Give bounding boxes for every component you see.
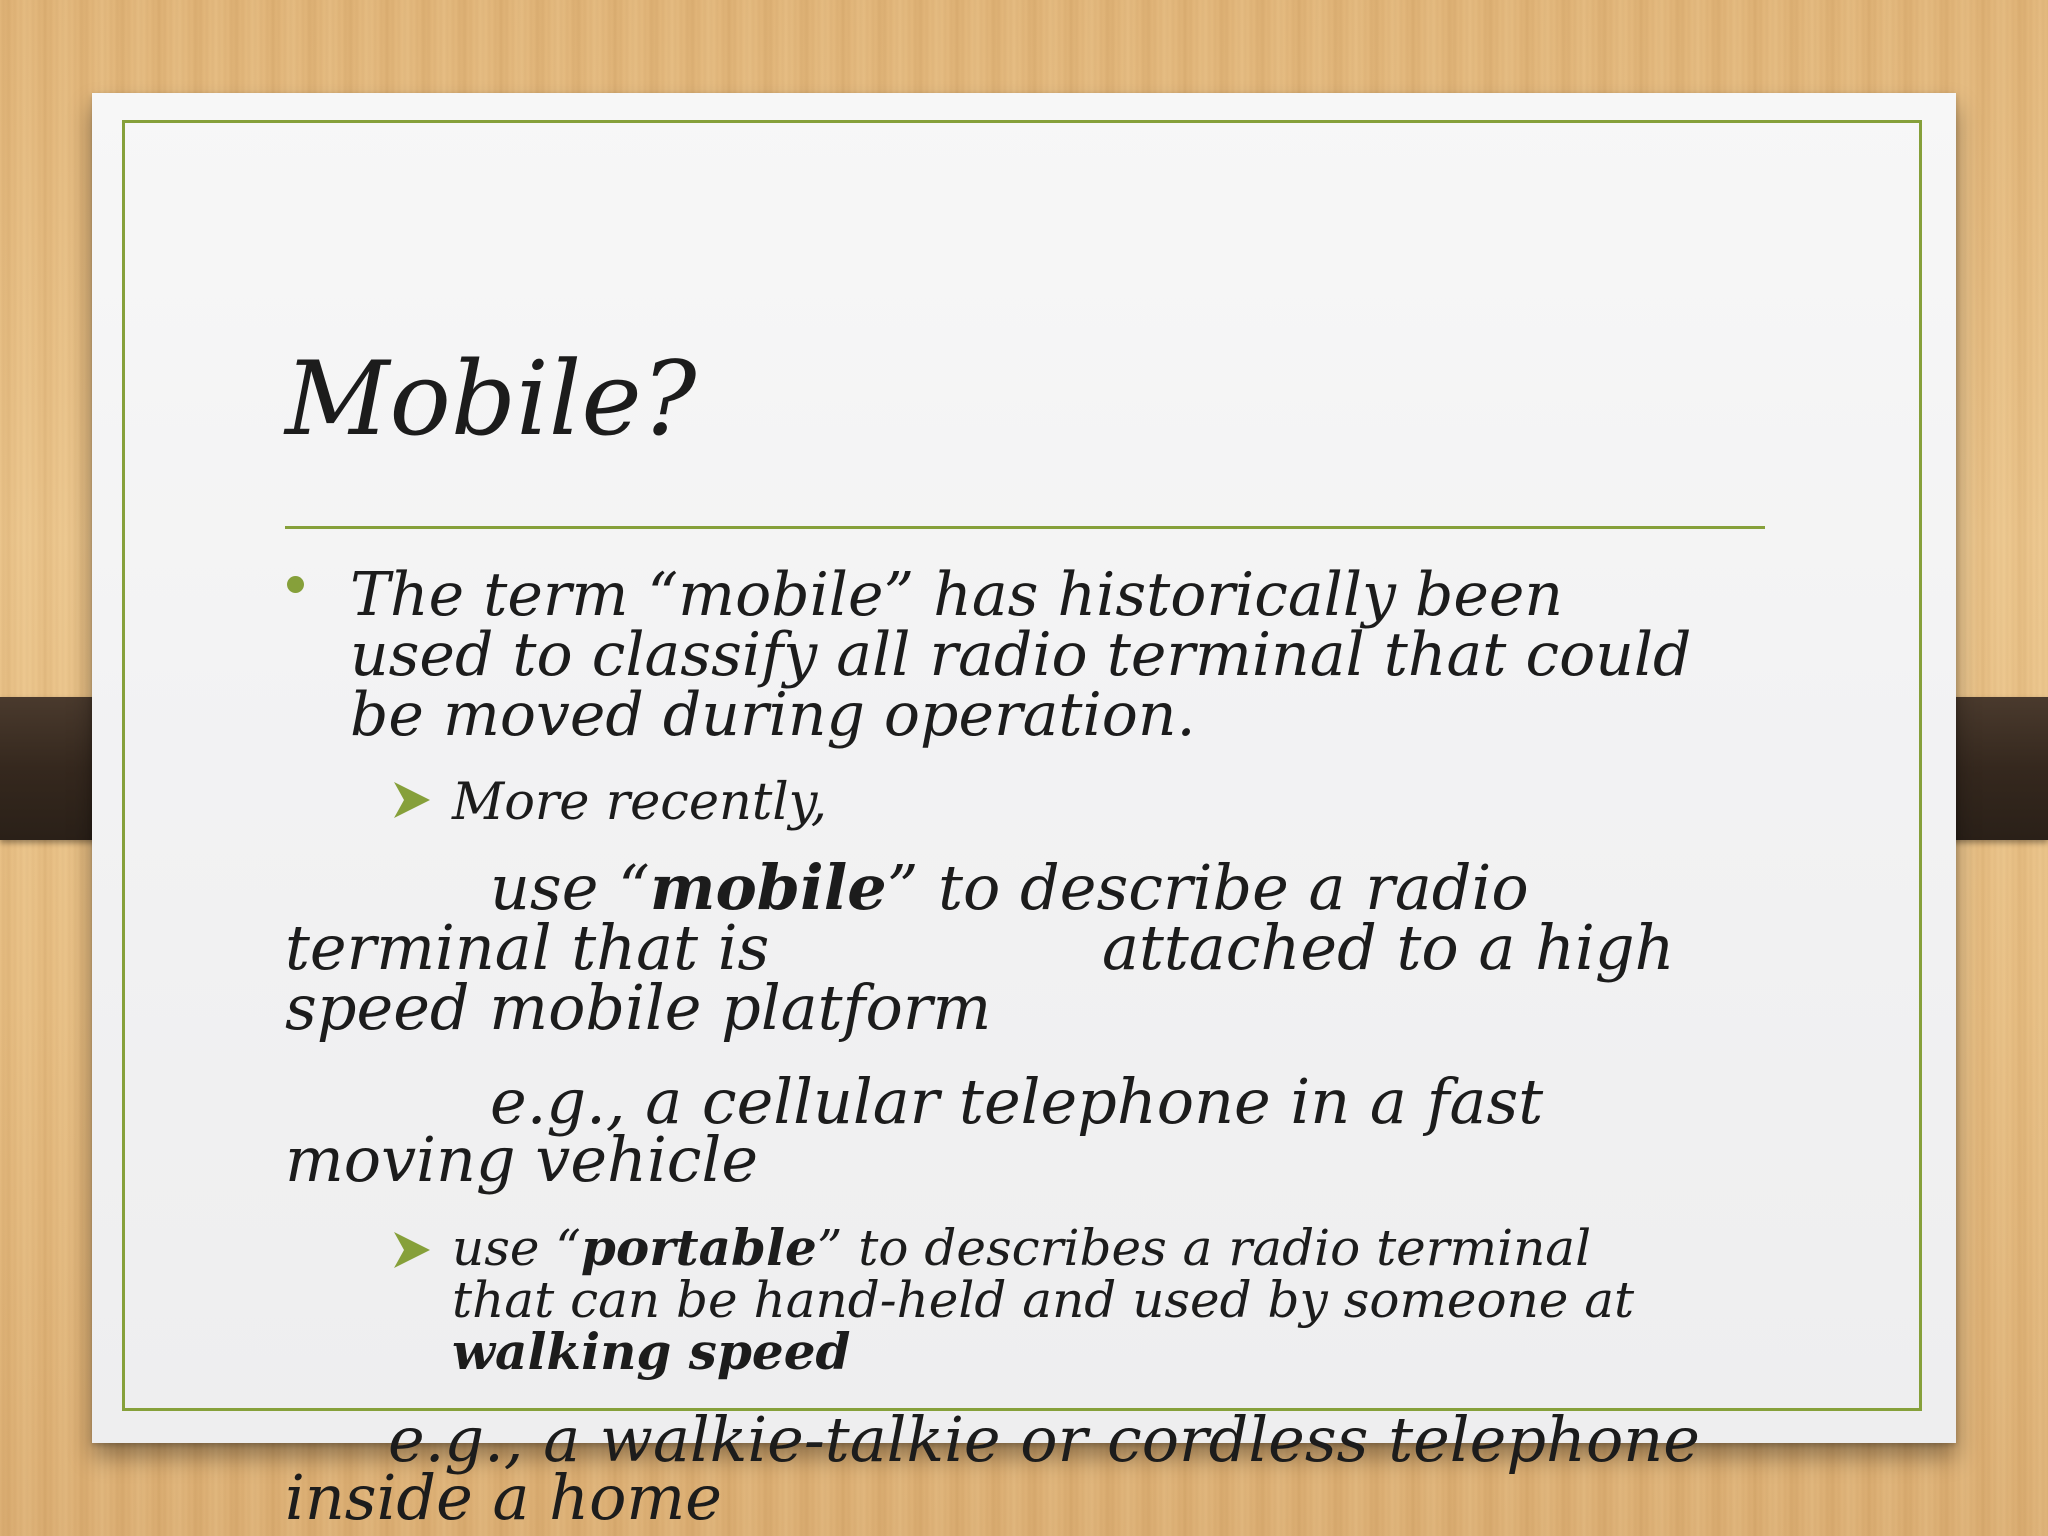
para-3-line-1: e.g., a walkie-talkie or cordless telephone bbox=[388, 1403, 1700, 1476]
slide-title: Mobile? bbox=[285, 340, 697, 459]
sub-bullet-2-line-3: walking speed bbox=[452, 1322, 851, 1381]
para-2-line-1: e.g., a cellular telephone in a fast bbox=[490, 1065, 1544, 1138]
para-1-line-2a: terminal that is bbox=[285, 911, 770, 984]
para-1-line-3: speed mobile platform bbox=[285, 971, 992, 1044]
sub-bullet-2-line-2: that can be hand-held and used by someone at bbox=[452, 1271, 1635, 1329]
arrow-bullet-icon bbox=[390, 778, 434, 822]
bullet-1-line-2: used to classify all radio terminal that could bbox=[350, 620, 1692, 690]
bullet-1-line-1: The term “mobile” has historically been bbox=[350, 560, 1564, 630]
bullet-1-line-3: be moved during operation. bbox=[350, 680, 1196, 750]
title-divider bbox=[285, 526, 1765, 529]
para-2-line-2: moving vehicle bbox=[285, 1123, 759, 1196]
emphasis-portable: portable bbox=[580, 1218, 817, 1277]
sub-bullet-2-line-1: use “portable” to describes a radio terminal bbox=[452, 1218, 1592, 1277]
arrow-bullet-icon bbox=[390, 1228, 434, 1272]
bullet-dot-icon bbox=[287, 576, 304, 593]
emphasis-mobile: mobile bbox=[649, 851, 887, 924]
para-3-line-2: inside a home bbox=[285, 1461, 722, 1534]
para-1-line-2b: attached to a high bbox=[1102, 911, 1675, 984]
para-1-line-1: use “mobile” to describe a radio bbox=[490, 851, 1529, 924]
sub-bullet-1-text: More recently, bbox=[452, 773, 827, 832]
